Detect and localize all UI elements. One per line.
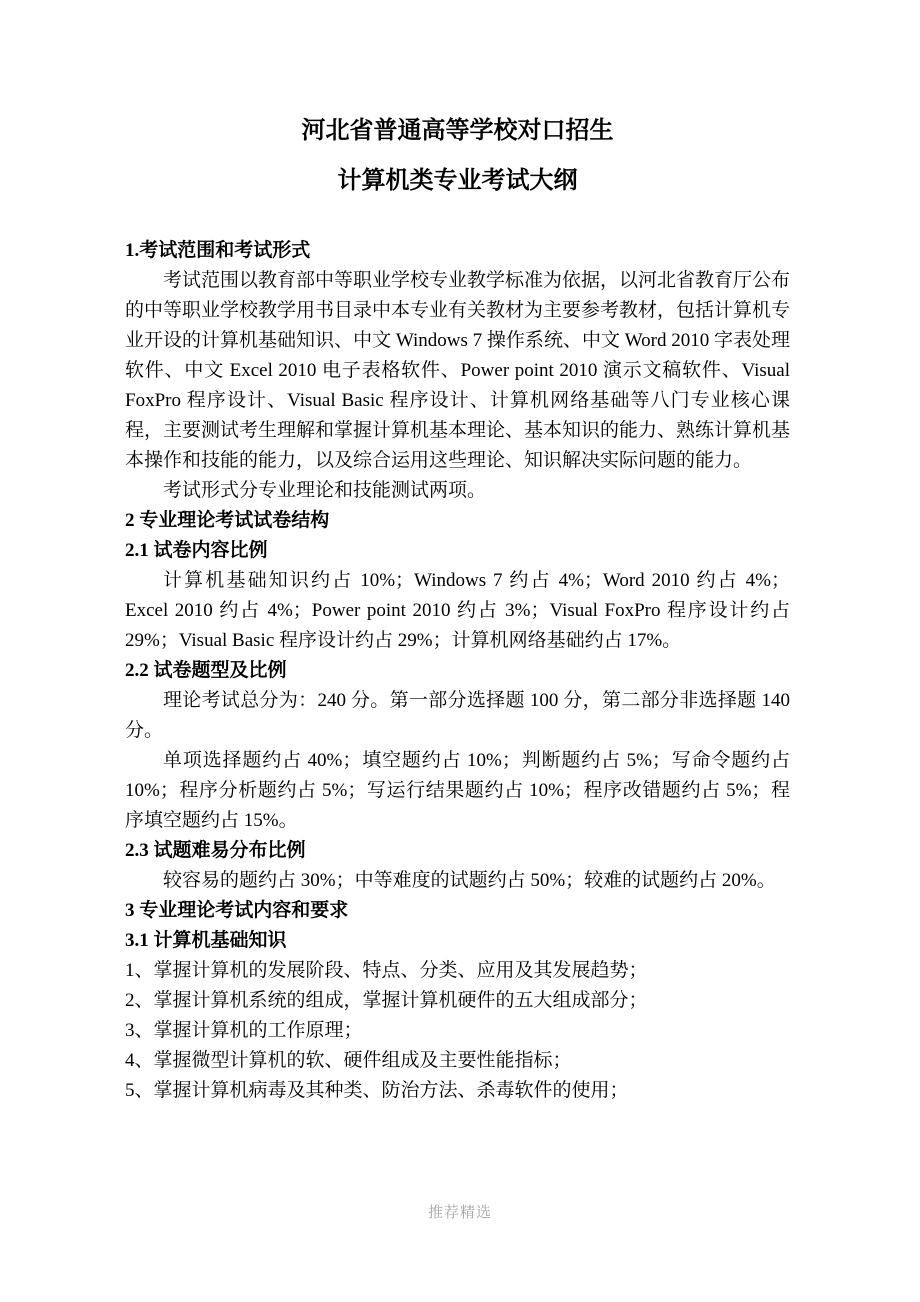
list-item: 5、掌握计算机病毒及其种类、防治方法、杀毒软件的使用； [125, 1080, 629, 1101]
paragraph: 理论考试总分为：240 分。第一部分选择题 100 分，第二部分非选择题 140 分。 [125, 690, 790, 741]
paragraph: 较容易的题约占 30%；中等难度的试题约占 50%；较难的试题约占 20%。 [163, 870, 776, 891]
section-heading: 3.1 计算机基础知识 [125, 930, 287, 951]
section-heading: 1.考试范围和考试形式 [125, 240, 311, 261]
list-item: 4、掌握微型计算机的软、硬件组成及主要性能指标； [125, 1050, 572, 1071]
section-heading: 3 专业理论考试内容和要求 [125, 900, 349, 921]
paragraph: 考试范围以教育部中等职业学校专业教学标准为依据，以河北省教育厅公布的中等职业学校教学用书目录中本专业有关教材为主要参考教材，包括计算机专业开设的计算机基础知识、中文 Windows 7 操作系统、中文 Word 2010 字表处理软件、中文 Excel 2010 电子表格软件、Power point 2010 演示文稿软件、Visual FoxPro 程序设计、Visual Basic 程序设计、计算机网络基础等八门专业核心课程，主要测试考生理解和掌握计算机基本理论、基本知识的能力、熟练计算机基本操作和技能的能力，以及综合运用这些理论、知识解决实际问题的能力。 [125, 270, 791, 471]
list-item: 1、掌握计算机的发展阶段、特点、分类、应用及其发展趋势； [125, 960, 648, 981]
section-heading: 2.3 试题难易分布比例 [125, 840, 306, 861]
document-title-line2: 计算机类专业考试大纲 [337, 168, 578, 194]
paragraph: 考试形式分专业理论和技能测试两项。 [163, 480, 487, 501]
section-heading: 2 专业理论考试试卷结构 [125, 510, 330, 531]
watermark-footer: 推荐精选 [427, 1205, 492, 1221]
document-body [125, 236, 790, 1106]
list-item: 3、掌握计算机的工作原理； [125, 1020, 363, 1041]
section-heading: 2.1 试卷内容比例 [125, 540, 268, 561]
document-title-line1: 河北省普通高等学校对口招生 [301, 118, 614, 144]
section-heading: 2.2 试卷题型及比例 [125, 660, 287, 681]
paragraph: 单项选择题约占 40%；填空题约占 10%；判断题约占 5%；写命令题约占 10%；程序分析题约占 5%；写运行结果题约占 10%；程序改错题约占 5%；程序填空题约占 15%。 [125, 750, 790, 831]
list-item: 2、掌握计算机系统的组成，掌握计算机硬件的五大组成部分； [125, 990, 648, 1011]
paragraph: 计算机基础知识约占 10%；Windows 7 约占 4%；Word 2010 约占 4%；Excel 2010 约占 4%；Power point 2010 约占 3%；Visual FoxPro 程序设计约占 29%；Visual Basic 程序设计约占 29%；计算机网络基础约占 17%。 [125, 570, 790, 651]
